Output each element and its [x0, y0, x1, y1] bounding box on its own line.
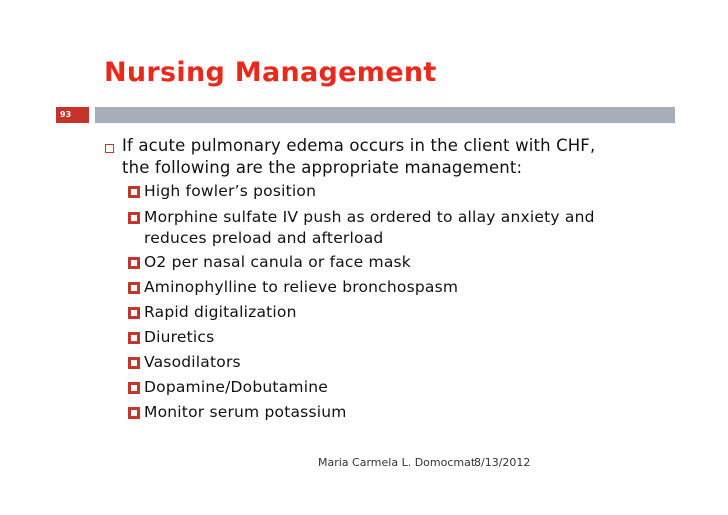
sub-bullet-3: O2 per nasal canula or face mask — [144, 253, 411, 271]
sub-bullet-7: Vasodilators — [144, 353, 241, 371]
footer-author: Maria Carmela L. Domocmat — [318, 456, 476, 469]
sub-bullet-4: Aminophylline to relieve bronchospasm — [144, 278, 459, 296]
sub-bullet-8: Dopamine/Dobutamine — [144, 378, 328, 396]
sub-bullet-box-icon — [128, 332, 140, 344]
title-rule-bar — [95, 107, 675, 123]
footer-date: 8/13/2012 — [474, 456, 531, 469]
sub-bullet-box-icon — [128, 382, 140, 394]
sub-bullet-box-icon — [128, 212, 140, 224]
sub-bullet-1: High fowler’s position — [144, 182, 317, 200]
main-bullet-line-1: If acute pulmonary edema occurs in the client with CHF, — [122, 136, 596, 155]
main-bullet-line-2: the following are the appropriate management: — [122, 158, 523, 177]
sub-bullet-box-icon — [128, 257, 140, 269]
sub-bullet-6: Diuretics — [144, 328, 215, 346]
sub-bullet-box-icon — [128, 186, 140, 198]
sub-bullet-2-line-1: Morphine sulfate IV push as ordered to allay anxiety and — [144, 208, 595, 226]
sub-bullet-box-icon — [128, 407, 140, 419]
main-bullet-box-icon — [105, 144, 114, 153]
sub-bullet-box-icon — [128, 282, 140, 294]
slide-title: Nursing Management — [104, 57, 437, 88]
sub-bullet-2-line-2: reduces preload and afterload — [144, 229, 384, 247]
sub-bullet-box-icon — [128, 357, 140, 369]
sub-bullet-box-icon — [128, 307, 140, 319]
sub-bullet-5: Rapid digitalization — [144, 303, 297, 321]
page-number: 93 — [56, 107, 89, 123]
sub-bullet-9: Monitor serum potassium — [144, 403, 347, 421]
